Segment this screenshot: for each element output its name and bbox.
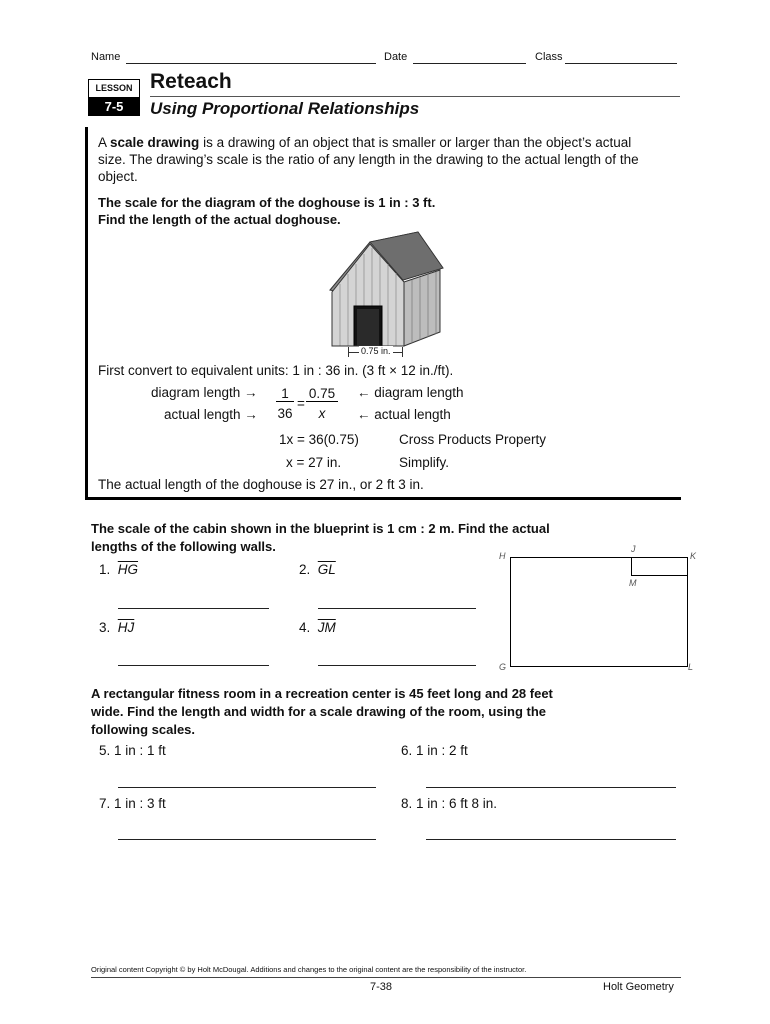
date-label: Date xyxy=(384,51,408,63)
lesson-label: LESSON xyxy=(88,79,140,98)
answer-line-8[interactable] xyxy=(426,839,676,840)
class-label: Class xyxy=(535,51,563,63)
step1-reason: Cross Products Property xyxy=(399,432,547,447)
fraction2-denominator: x xyxy=(318,406,326,421)
question-6: 6. 1 in : 2 ft xyxy=(401,743,468,758)
equals-sign: = xyxy=(297,396,305,411)
footer-rule xyxy=(91,977,681,978)
label-k: K xyxy=(690,551,697,561)
convert-text: First convert to equivalent units: 1 in : 36 in. (3 ft × 12 in./ft). xyxy=(98,363,454,378)
fraction1-numerator: 1 xyxy=(276,386,294,402)
answer-line-3[interactable] xyxy=(118,665,269,666)
step1-equation: 1x = 36(0.75) xyxy=(279,432,359,447)
fitness-prompt: A rectangular fitness room in a recreation center is 45 feet long and 28 feet wide. Find the length and width for a scale drawing of the room, using the following scales. xyxy=(91,686,553,737)
question-8: 8. 1 in : 6 ft 8 in. xyxy=(401,796,498,811)
step2-equation: x = 27 in. xyxy=(286,455,342,470)
door-dimension-tick-left xyxy=(348,347,349,357)
example-box-left-border xyxy=(85,127,88,499)
page-number: 7-38 xyxy=(370,981,393,993)
step2-reason: Simplify. xyxy=(399,455,450,470)
segment-jm: $\overline{JM}$ xyxy=(317,620,336,635)
answer-line-2[interactable] xyxy=(318,608,476,609)
door-dimension-label: 0.75 in. xyxy=(361,346,391,356)
class-field[interactable] xyxy=(565,63,677,64)
fraction1-denominator: 36 xyxy=(277,406,293,421)
question-1: 1. $\overline{HG}$ xyxy=(99,562,139,577)
fraction2-numerator: 0.75 xyxy=(306,386,338,402)
diagram-length-right: ← diagram length xyxy=(357,385,464,400)
question-7: 7. 1 in : 3 ft xyxy=(99,796,166,811)
answer-line-7[interactable] xyxy=(118,839,376,840)
cabin-prompt: The scale of the cabin shown in the blueprint is 1 cm : 2 m. Find the actual lengths of the following walls. xyxy=(91,521,550,554)
book-title: Holt Geometry xyxy=(603,981,674,993)
date-field[interactable] xyxy=(413,63,526,64)
label-m: M xyxy=(629,578,637,588)
example-prompt: The scale for the diagram of the doghouse is 1 in : 3 ft. Find the length of the actual doghouse. xyxy=(98,195,436,227)
diagram-length-left: diagram length → xyxy=(151,385,258,400)
segment-gl: $\overline{GL}$ xyxy=(317,562,336,577)
actual-length-left: actual length → xyxy=(164,407,258,422)
label-j: J xyxy=(631,544,636,554)
answer-line-6[interactable] xyxy=(426,787,676,788)
example-box-bottom-border xyxy=(85,497,681,500)
answer-line-5[interactable] xyxy=(118,787,376,788)
name-field[interactable] xyxy=(126,63,376,64)
door-dimension-tick-right xyxy=(402,347,403,357)
example-conclusion: The actual length of the doghouse is 27 in., or 2 ft 3 in. xyxy=(98,477,424,492)
segment-hg: $\overline{HG}$ xyxy=(117,562,139,577)
answer-line-1[interactable] xyxy=(118,608,269,609)
label-l: L xyxy=(688,662,694,672)
name-label: Name xyxy=(91,51,121,63)
label-h: H xyxy=(499,551,506,561)
question-2: 2. $\overline{GL}$ xyxy=(299,562,336,577)
actual-length-right: ← actual length xyxy=(357,407,451,422)
doghouse-illustration xyxy=(318,228,450,358)
page-subtitle: Using Proportional Relationships xyxy=(150,99,420,118)
answer-line-4[interactable] xyxy=(318,665,476,666)
term-scale-drawing: scale drawing xyxy=(110,135,200,150)
label-g: G xyxy=(499,662,507,672)
blueprint-notch xyxy=(631,557,687,576)
question-4: 4. $\overline{JM}$ xyxy=(299,620,336,635)
question-3: 3. $\overline{HJ}$ xyxy=(99,620,135,635)
question-5: 5. 1 in : 1 ft xyxy=(99,743,166,758)
segment-hj: $\overline{HJ}$ xyxy=(117,620,135,635)
intro-paragraph: A scale drawing is a drawing of an object that is smaller or larger than the object’s actual size. The drawing’s scale is the ratio of any length in the drawing to the actual length of the object. xyxy=(98,135,639,184)
title-rule xyxy=(150,96,680,97)
footer-copyright: Original content Copyright © by Holt McDougal. Additions and changes to the original content are the responsibility of the instructor. xyxy=(91,965,527,974)
page-title: Reteach xyxy=(150,70,232,93)
lesson-number: 7-5 xyxy=(88,97,140,116)
